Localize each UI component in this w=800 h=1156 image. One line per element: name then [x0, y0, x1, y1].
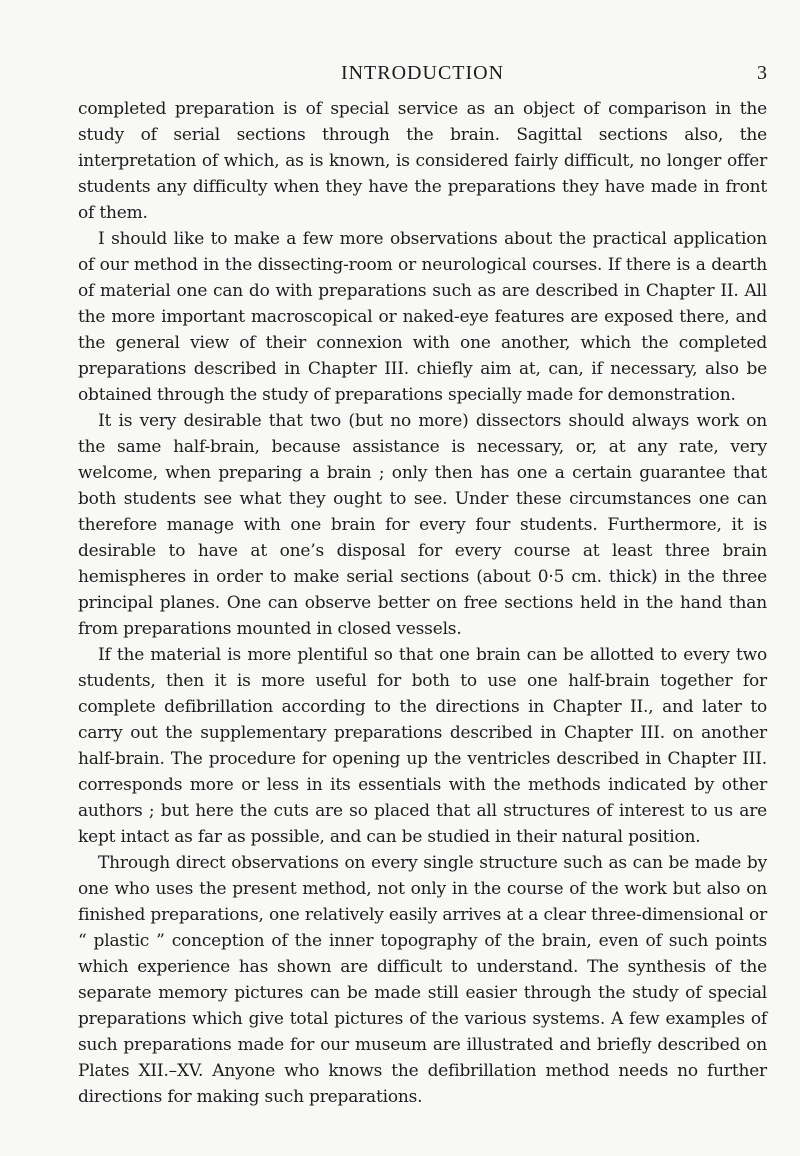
- paragraph-5: Through direct observations on every single structure such as can be made by one who uses the present method, not only in the course of the work but also on finished preparations, one relatively easily arrives at a clear three-dimensional or “ plastic ” conception of the inner topography of the brain, even of such points which experience has shown are difficult to understand. The synthesis of the separate memory pictures can be made still easier through the study of special preparations which give total pictures of the various systems. A few examples of such preparations made for our museum are illustrated and briefly described on Plates XII.–XV. Anyone who knows the defibrillation method needs no further directions for making such preparations.: [78, 853, 767, 1107]
- body-text: [78, 96, 767, 1110]
- page-content: [78, 62, 767, 1110]
- page-header: [78, 62, 767, 90]
- paragraph-4: If the material is more plentiful so that one brain can be allotted to every two students, then it is more useful for both to use one half-brain together for complete defibrillation according to the directions in Chapter II., and later to carry out the supplementary preparations described in Chapter III. on another half-brain. The procedure for opening up the ventricles described in Chapter III. corresponds more or less in its essentials with the methods indicated by other authors ; but here the cuts are so placed that all structures of interest to us are kept intact as far as possible, and can be studied in their natural position.: [78, 645, 767, 847]
- paragraph-1: completed preparation is of special service as an object of comparison in the study of serial sections through the brain. Sagittal sections also, the interpretation of which, as is known, is considered fairly difficult, no longer offer students any difficulty when they have the preparations they have made in front of them.: [78, 99, 767, 223]
- running-title: INTRODUCTION: [340, 62, 505, 84]
- paragraph-2: I should like to make a few more observations about the practical application of our method in the dissecting-room or neurological courses. If there is a dearth of material one can do with preparations such as are described in Chapter II. All the more important macroscopical or naked-eye features are exposed there, and the general view of their connexion with one another, which the completed preparations described in Chapter III. chiefly aim at, can, if necessary, also be obtained through the study of preparations specially made for demonstration.: [78, 229, 767, 405]
- page-number: 3: [757, 62, 767, 84]
- paragraph-3: It is very desirable that two (but no more) dissectors should always work on the same half-brain, because assistance is necessary, or, at any rate, very welcome, when preparing a brain ; only then has one a certain guarantee that both students see what they ought to see. Under these circumstances one can therefore manage with one brain for every four students. Furthermore, it is desirable to have at one’s disposal for every course at least three brain hemispheres in order to make serial sections (about 0·5 cm. thick) in the three principal planes. One can observe better on free sections held in the hand than from preparations mounted in closed vessels.: [78, 411, 767, 639]
